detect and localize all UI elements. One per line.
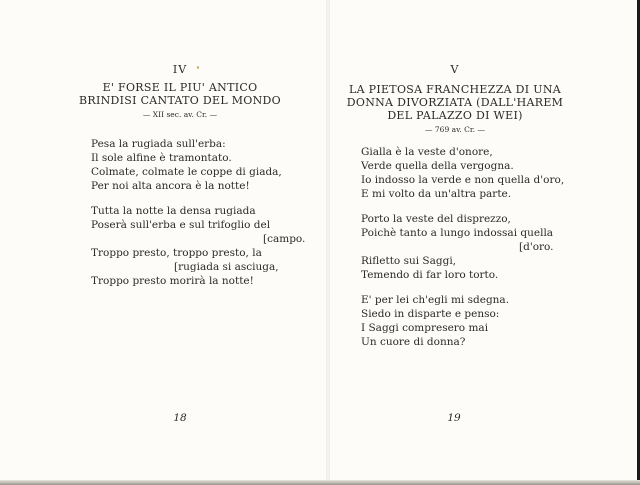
poem-date: — 769 av. Cr. —: [425, 125, 485, 134]
poem-numeral: IV: [172, 63, 188, 76]
verse-line-continuation: [rugiada si asciuga,: [174, 261, 279, 273]
verse-line: Troppo presto morirà la notte!: [91, 275, 254, 287]
verse-line: Verde quella della vergogna.: [361, 160, 514, 172]
verse-line: Colmate, colmate le coppe di giada,: [91, 166, 282, 178]
verse-line-continuation: [campo.: [263, 233, 306, 245]
verse-line: Poichè tanto a lungo indossai quella: [361, 227, 554, 239]
verse-line: Troppo presto, troppo presto, la: [91, 247, 262, 259]
verse-line: Un cuore di donna?: [361, 336, 466, 348]
verse-line: Tutta la notte la densa rugiada: [91, 205, 256, 217]
title-line: BRINDISI CANTATO DEL MONDO: [79, 94, 281, 107]
verse-line: Per noi alta ancora è la notte!: [91, 180, 250, 192]
poem-date: — XII sec. av. Cr. —: [142, 110, 218, 119]
verse-line: E' per lei ch'egli mi sdegna.: [361, 294, 510, 306]
title-line: DONNA DIVORZIATA (DALL'HAREM: [346, 96, 564, 109]
verse-line-continuation: [d'oro.: [519, 241, 554, 253]
page-number: 18: [173, 412, 187, 424]
title-line: LA PIETOSA FRANCHEZZA DI UNA: [348, 83, 561, 96]
verse-line: Temendo di far loro torto.: [361, 269, 499, 281]
verse-line: Il sole alfine è tramontato.: [91, 152, 232, 164]
verse-line: Rifletto sui Saggi,: [361, 255, 457, 267]
right-page: [328, 0, 640, 485]
title-line: DEL PALAZZO DI WEI): [387, 109, 523, 122]
verse-line: Io indosso la verde e non quella d'oro,: [361, 174, 565, 186]
verse-line: Siedo in disparte e penso:: [361, 308, 500, 320]
poem-numeral: V: [450, 63, 460, 76]
verse-line: Poserà sull'erba e sul trifoglio del: [91, 219, 271, 231]
title-line: E' FORSE IL PIU' ANTICO: [102, 81, 258, 94]
verse-line: E mi volto da un'altra parte.: [361, 188, 512, 200]
poem-title: [335, 83, 575, 122]
page-number: 19: [447, 412, 461, 424]
verse-line: I Saggi compresero mai: [361, 322, 489, 334]
poem-verse: [91, 137, 305, 288]
verse-line: Porto la veste del disprezzo,: [361, 213, 511, 225]
poem-title: [60, 81, 300, 107]
poem-verse: [361, 145, 564, 349]
page-bottom-edge: [0, 480, 640, 485]
verse-line: Pesa la rugiada sull'erba:: [91, 138, 226, 150]
paper-speck: [197, 66, 199, 69]
verse-line: Gialla è la veste d'onore,: [361, 146, 493, 158]
